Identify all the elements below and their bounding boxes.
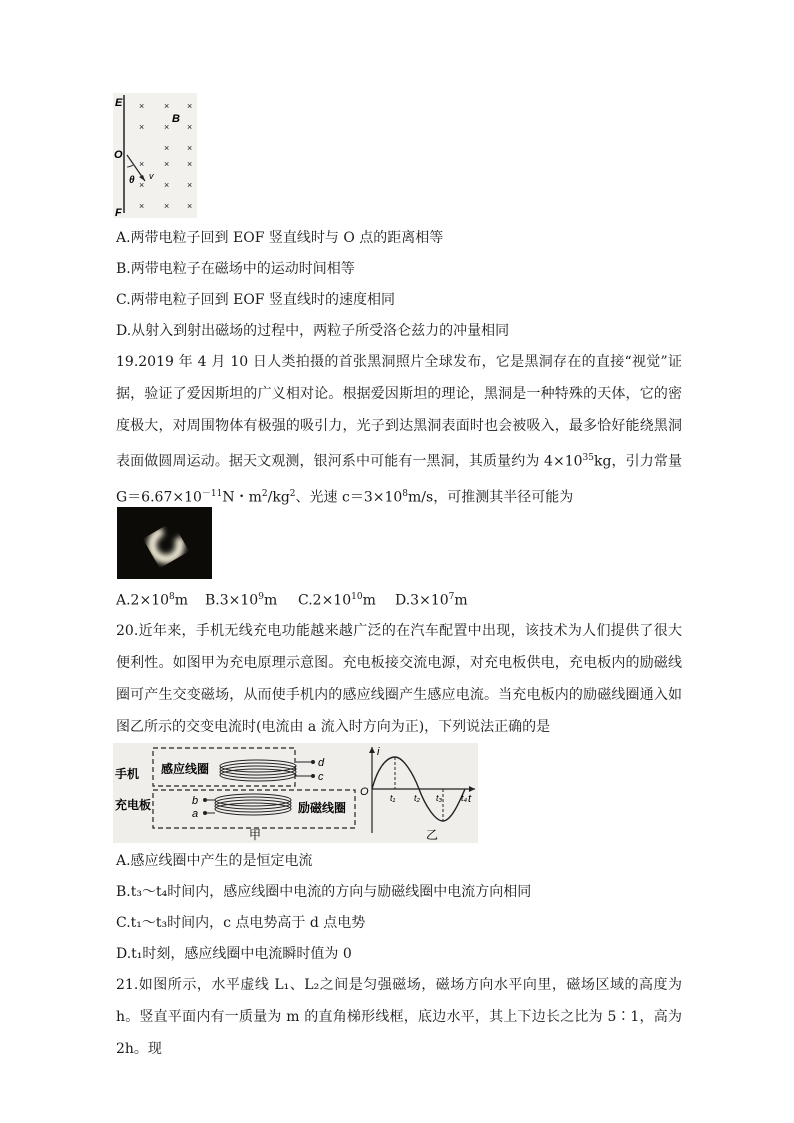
svg-text:×: × [187,143,193,153]
svg-text:×: × [139,201,145,211]
terminal-d: d [318,757,325,769]
axis-i-label: i [377,746,380,758]
svg-text:×: × [164,122,170,132]
induction-coil-label: 感应线圈 [161,762,210,776]
terminal-c: c [318,771,324,783]
excitation-coil-label: 励磁线圈 [298,801,347,815]
magnetic-field-figure [113,93,197,218]
q20-stem: 20.近年来，手机无线充电功能越来越广泛的在汽车配置中出现，该技术为人们提供了很大便利性。如图甲为充电原理示意图。充电板接交流电源，对充电板供电，充电板内的励磁线圈可产生交变磁场，从而使手机内的感应线圈产生感应电流。当充电板内的励磁线圈通入如图乙所示的交变电流时(电流由 a 流入时方向为正)，下列说法正确的是 [116,623,682,735]
tick-t4: t₄ [461,793,468,803]
q20-option-c: C.t₁～t₃时间内，c 点电势高于 d 点电势 [116,915,366,931]
tick-t3: t₃ [436,793,443,803]
label-theta: θ [129,175,135,186]
svg-text:×: × [164,101,170,111]
fig-jia-caption: 甲 [249,828,262,842]
svg-text:×: × [187,201,193,211]
svg-text:×: × [187,180,193,190]
charging-figure [113,743,478,843]
q18-option-c: C.两带电粒子回到 EOF 竖直线时的速度相同 [116,292,395,308]
label-f: F [115,207,122,218]
q19-option-c: $C.2\times 10^{10}m$ [298,592,376,609]
charger-label: 充电板 [115,798,152,812]
q19-option-d: $D.3\times 10^7m$ [395,592,468,609]
fig-yi-caption: 乙 [426,828,439,842]
q20-option-d: D.t₁时刻，感应线圈中电流瞬时值为 0 [116,946,352,962]
terminal-a: a [192,808,199,820]
svg-text:×: × [139,101,145,111]
q20-option-b: B.t₃～t₄时间内，感应线圈中电流的方向与励磁线圈中电流方向相同 [116,884,532,900]
svg-text:×: × [187,159,193,169]
q18-option-a: A.两带电粒子回到 EOF 竖直线时与 O 点的距离相等 [116,230,444,246]
origin-label: O [360,786,369,798]
q18-option-d: D.从射入到射出磁场的过程中，两粒子所受洛仑兹力的冲量相同 [116,323,510,339]
tick-t1: t₁ [390,793,396,803]
svg-text:×: × [187,122,193,132]
label-o: O [114,149,123,161]
charging-figure-svg [113,743,478,843]
label-b: B [172,113,180,125]
phone-label: 手机 [115,767,140,781]
q18-option-b: B.两带电粒子在磁场中的运动时间相等 [116,261,355,277]
terminal-b: b [192,795,199,807]
black-hole-image [117,507,212,579]
axis-t-label: t [468,793,472,805]
svg-text:×: × [139,122,145,132]
label-v: v [149,171,154,181]
svg-text:×: × [187,101,193,111]
svg-text:×: × [164,143,170,153]
label-e: E [115,97,123,109]
q19-option-a: $A.2\times 10^8m$ [116,592,189,609]
magnetic-field-svg [113,93,197,218]
svg-text:×: × [139,180,145,190]
svg-text:×: × [164,201,170,211]
tick-t2: t₂ [414,793,420,803]
q20-option-a: A.感应线圈中产生的是恒定电流 [116,853,313,869]
q19-option-b: $B.3\times 10^9m$ [205,592,278,609]
svg-text:×: × [139,159,145,169]
svg-text:×: × [164,159,170,169]
svg-text:×: × [164,180,170,190]
q21-stem: 21.如图所示，水平虚线 L₁、L₂之间是匀强磁场，磁场方向水平向里，磁场区域的高度为 h。竖直平面内有一质量为 m 的直角梯形线框，底边水平，其上下边长之比为 5∶1，高为 2h。现 [116,977,682,1057]
q19-stem: 19.2019 年 4 月 10 日人类拍摄的首张黑洞照片全球发布，它是黑洞存在的直接“视觉”证据，验证了爱因斯坦的广义相对论。根据爱因斯坦的理论，黑洞是一种特殊的天体，它的密度极大，对周围物体有极强的吸引力，光子到达黑洞表面时也会被吸入，最多恰好能绕黑洞表面做圆周运动。据天文观测，银河系中可能有一黑洞，其质量约为 $4\times 10^{35}kg$，引力常量 $G=6.67\times 10^{-11}N$・$m^2/kg^2$、光速 $c=3\times 10^8m/s$，可推测其半径可能为 [116,354,682,506]
